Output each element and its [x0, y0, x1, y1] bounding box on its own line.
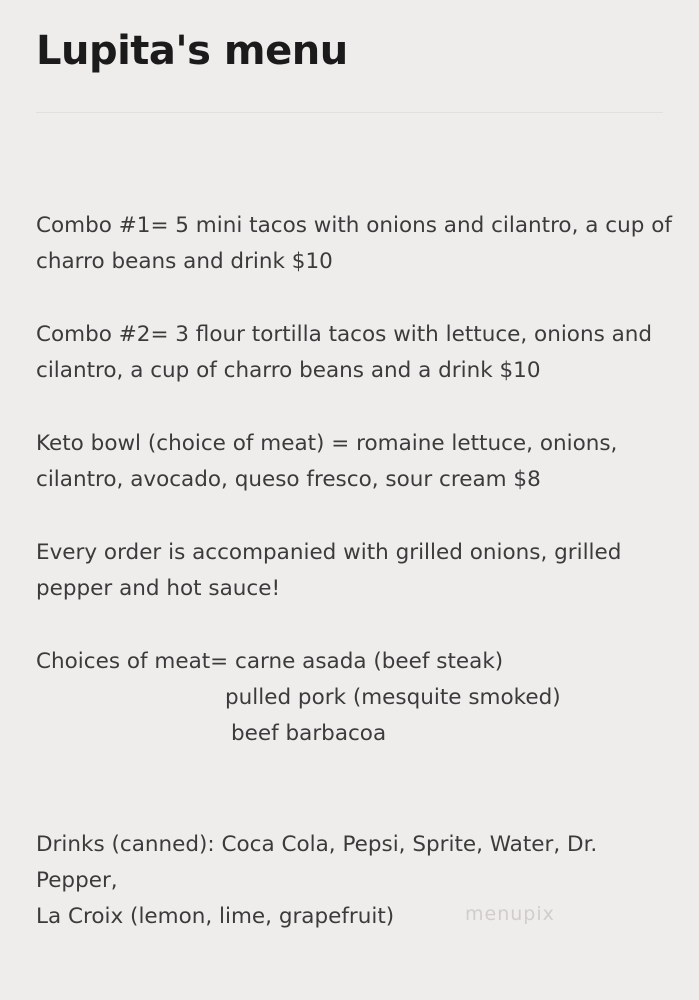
- combo-1-line-2: charro beans and drink $10: [36, 249, 333, 274]
- drinks-line-1: Drinks (canned): Coca Cola, Pepsi, Sprite, Water, Dr.: [36, 832, 598, 857]
- meat-choices: [36, 644, 666, 752]
- combo-2-line-1: Combo #2= 3 flour tortilla tacos with lettuce, onions and: [36, 322, 653, 347]
- combo-1-item: [36, 208, 672, 280]
- every-order-note: [36, 535, 666, 607]
- combo-2-line-2: cilantro, a cup of charro beans and a drink $10: [36, 358, 541, 383]
- menu-content: [36, 208, 672, 752]
- keto-bowl-line-2: cilantro, avocado, queso fresco, sour cream $8: [36, 467, 541, 492]
- combo-1-line-1: Combo #1= 5 mini tacos with onions and cilantro, a cup of: [36, 213, 672, 238]
- drinks-line-2: Pepper,: [36, 868, 118, 893]
- page-title: Lupita's menu: [36, 28, 348, 74]
- keto-bowl-line-1: Keto bowl (choice of meat) = romaine lettuce, onions,: [36, 431, 618, 456]
- title-divider: [36, 112, 663, 113]
- drinks-line-3: La Croix (lemon, lime, grapefruit): [36, 904, 395, 929]
- every-order-line-1: Every order is accompanied with grilled onions, grilled: [36, 540, 622, 565]
- keto-bowl-item: [36, 426, 666, 498]
- every-order-line-2: pepper and hot sauce!: [36, 576, 281, 601]
- meat-choice-pulled-pork: pulled pork (mesquite smoked): [225, 685, 561, 710]
- drinks-section: [36, 827, 666, 935]
- menupix-watermark: menupix: [465, 903, 555, 925]
- meat-choice-barbacoa: beef barbacoa: [231, 721, 387, 746]
- combo-2-item: [36, 317, 666, 389]
- meat-choices-label: Choices of meat= carne asada (beef steak): [36, 649, 504, 674]
